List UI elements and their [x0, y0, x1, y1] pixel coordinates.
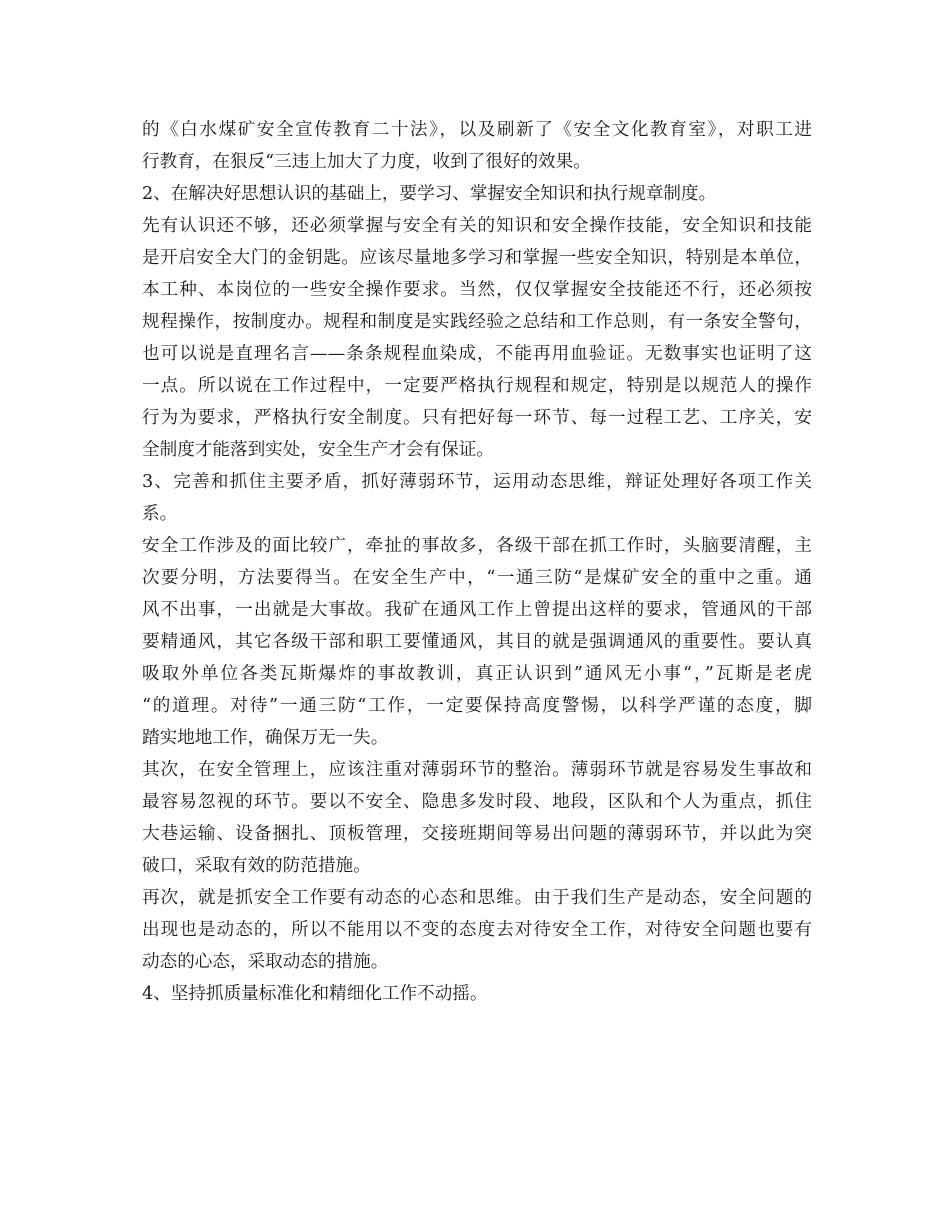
text-line: 行为为要求，严格执行安全制度。只有把好每一环节、每一过程工艺、工序关，安	[142, 408, 812, 428]
text-line: 其次，在安全管理上，应该注重对薄弱环节的整治。薄弱环节就是容易发生事故和	[142, 760, 812, 780]
text-line: 踏实地地工作，确保万无一失。	[142, 728, 389, 748]
text-line: 大巷运输、设备捆扎、顶板管理，交接班期间等易出问题的薄弱环节，并以此为突	[142, 824, 812, 844]
text-line: 的《白水煤矿安全宣传教育二十法》，以及刷新了《安全文化教育室》，对职工进	[142, 120, 812, 140]
section-heading: 3、完善和抓住主要矛盾，抓好薄弱环节，运用动态思维，辩证处理好各项工作关	[142, 472, 812, 492]
text-line: 行教育，在狠反“三违上加大了力度，收到了很好的效果。	[142, 152, 591, 172]
text-line: 出现也是动态的，所以不能用以不变的态度去对待安全工作，对待安全问题也要有	[142, 920, 812, 940]
text-line: 吸取外单位各类瓦斯爆炸的事故教训，真正认识到”通风无小事“，”瓦斯是老虎	[142, 664, 812, 684]
text-line: 破口，采取有效的防范措施。	[142, 856, 371, 876]
text-line: 风不出事，一出就是大事故。我矿在通风工作上曾提出这样的要求，管通风的干部	[142, 600, 812, 620]
text-line: 先有认识还不够，还必须掌握与安全有关的知识和安全操作技能，安全知识和技能	[142, 216, 812, 236]
text-line: 最容易忽视的环节。要以不安全、隐患多发时段、地段，区队和个人为重点，抓住	[142, 792, 812, 812]
text-line: 一点。所以说在工作过程中，一定要严格执行规程和规定，特别是以规范人的操作	[142, 376, 812, 396]
section-heading: 4、坚持抓质量标准化和精细化工作不动摇。	[142, 984, 488, 1004]
text-line: 再次，就是抓安全工作要有动态的心态和思维。由于我们生产是动态，安全问题的	[142, 888, 812, 908]
text-line: 安全工作涉及的面比较广，牵扯的事故多，各级干部在抓工作时，头脑要清醒，主	[142, 536, 812, 556]
text-line: 本工种、本岗位的一些安全操作要求。当然，仅仅掌握安全技能还不行，还必须按	[142, 280, 812, 300]
text-line: 全制度才能落到实处，安全生产才会有保证。	[142, 440, 494, 460]
text-line: 动态的心态，采取动态的措施。	[142, 952, 389, 972]
document-page	[142, 114, 812, 1010]
section-heading: 2、在解决好思想认识的基础上，要学习、掌握安全知识和执行规章制度。	[142, 184, 717, 204]
text-line: 规程操作，按制度办。规程和制度是实践经验之总结和工作总则，有一条安全警句，	[142, 312, 812, 332]
text-line: 是开启安全大门的金钥匙。应该尽量地多学习和掌握一些安全知识，特别是本单位，	[142, 248, 812, 268]
text-line: 次要分明，方法要得当。在安全生产中，“一通三防“是煤矿安全的重中之重。通	[142, 568, 812, 588]
text-line: “的道理。对待”一通三防“工作，一定要保持高度警惕，以科学严谨的态度，脚	[142, 696, 812, 716]
text-line: 要精通风，其它各级干部和职工要懂通风，其目的就是强调通风的重要性。要认真	[142, 632, 812, 652]
text-line: 也可以说是直理名言——条条规程血染成，不能再用血验证。无数事实也证明了这	[142, 344, 812, 364]
section-heading: 系。	[142, 504, 178, 524]
